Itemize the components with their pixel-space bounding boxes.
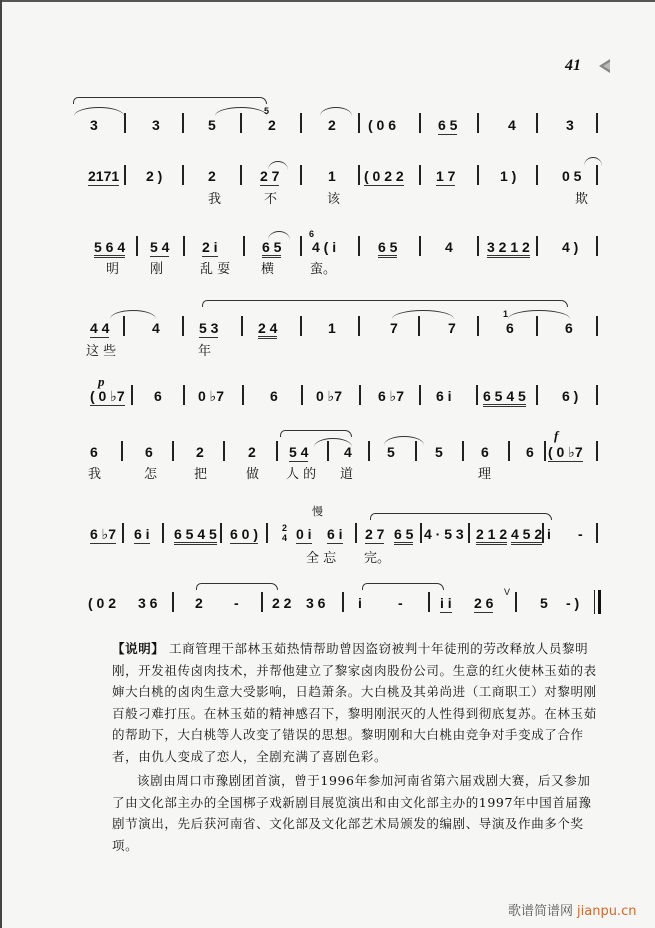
barline bbox=[419, 165, 421, 185]
score-row-6 bbox=[0, 430, 655, 490]
note: 2 bbox=[208, 168, 216, 184]
barline bbox=[182, 316, 184, 336]
note: - bbox=[234, 595, 239, 611]
barline bbox=[596, 441, 598, 461]
note: 6 5 bbox=[438, 117, 458, 133]
barline bbox=[223, 441, 225, 461]
note: 2 2 bbox=[272, 595, 292, 611]
note: 6 bbox=[145, 444, 153, 460]
note: i i bbox=[440, 595, 452, 611]
explanation-paragraph-2: 该剧由周口市豫剧团首演，曾于1996年参加河南省第六届戏剧大赛，后又参加了由文化部主办的全国梆子戏新剧目展览演出和由文化部主办的1997年中国首届豫剧节演出，先后获河南省、文化部及文化部艺术局颁发的编剧、导演及作曲多个奖项。 bbox=[112, 773, 592, 853]
watermark-site-name: 歌谱简谱网 bbox=[508, 904, 574, 919]
slur bbox=[508, 310, 570, 319]
note: ( 0 ♭7 bbox=[548, 444, 583, 460]
barline bbox=[536, 236, 538, 256]
note: 4 bbox=[152, 320, 160, 336]
note: ( 0 ♭7 bbox=[90, 388, 125, 404]
note: 6 i bbox=[327, 526, 343, 542]
lyric: 怎 bbox=[144, 467, 158, 482]
barline bbox=[266, 523, 268, 543]
explanation-label: 【说明】 bbox=[112, 641, 165, 656]
note: 6 ♭7 bbox=[90, 526, 117, 542]
note: 6 5 4 5 bbox=[174, 526, 217, 545]
barline bbox=[544, 441, 546, 461]
dynamic-marking: f bbox=[554, 428, 559, 443]
barline bbox=[508, 441, 510, 461]
barline bbox=[419, 236, 421, 256]
note: ( 0 2 bbox=[88, 595, 117, 611]
lyric: 该 bbox=[327, 192, 341, 207]
barline bbox=[276, 441, 278, 461]
grace-note: 1 bbox=[503, 309, 509, 319]
lyric: 横 bbox=[261, 262, 275, 277]
barline bbox=[359, 385, 361, 405]
long-slur bbox=[73, 97, 267, 104]
barline bbox=[358, 316, 360, 336]
barline bbox=[261, 592, 263, 612]
note: 2 bbox=[328, 117, 336, 133]
barline bbox=[477, 236, 479, 256]
note: 3 bbox=[90, 117, 98, 133]
barline bbox=[183, 236, 185, 256]
time-signature-top: 2 bbox=[282, 523, 288, 533]
note: 6 5 bbox=[262, 239, 281, 258]
score-row-2 bbox=[0, 155, 655, 215]
slur bbox=[110, 310, 156, 319]
barline bbox=[418, 316, 420, 336]
lyric: 做 bbox=[246, 467, 260, 482]
barline bbox=[301, 385, 303, 405]
note: 1 7 bbox=[436, 168, 456, 184]
note: 6 5 4 5 bbox=[483, 388, 526, 407]
lyric: 不 bbox=[264, 192, 278, 207]
lyric: 这 些 bbox=[86, 344, 117, 359]
barline bbox=[327, 441, 329, 461]
note: 2 bbox=[268, 117, 276, 133]
note: - ) bbox=[566, 595, 580, 611]
long-slur bbox=[202, 300, 568, 307]
barline bbox=[300, 236, 302, 256]
barline bbox=[596, 316, 598, 336]
note: 4 bbox=[508, 117, 516, 133]
barline bbox=[515, 592, 517, 612]
slur bbox=[584, 157, 602, 166]
barline bbox=[368, 441, 370, 461]
barline bbox=[122, 523, 124, 543]
barline bbox=[121, 441, 123, 461]
final-barline bbox=[594, 590, 595, 614]
note: 1 ) bbox=[500, 168, 517, 184]
barline bbox=[241, 316, 243, 336]
lyric: 欺 bbox=[575, 192, 589, 207]
barline bbox=[162, 523, 164, 543]
long-slur bbox=[362, 583, 444, 590]
note: 5 6 4 bbox=[94, 239, 125, 258]
note: 5 bbox=[387, 444, 395, 460]
barline bbox=[428, 592, 430, 612]
note: 5 3 bbox=[199, 320, 219, 336]
note: 0 i bbox=[296, 526, 312, 542]
note: 2 i bbox=[202, 239, 218, 255]
note: 5 bbox=[540, 595, 548, 611]
barline bbox=[136, 236, 138, 256]
note: 7 bbox=[448, 320, 456, 336]
score-row-1 bbox=[0, 95, 655, 155]
barline bbox=[596, 113, 598, 133]
breath-mark: V bbox=[504, 587, 511, 597]
lyric: 人 的 bbox=[286, 467, 317, 482]
note: 6 i bbox=[436, 388, 452, 404]
barline bbox=[300, 113, 302, 133]
note: 5 4 bbox=[150, 239, 170, 255]
score-row-7 bbox=[0, 505, 655, 565]
note: 2 ) bbox=[146, 168, 163, 184]
note: 6 bbox=[270, 388, 278, 404]
score-row-3 bbox=[0, 225, 655, 285]
barline bbox=[468, 523, 470, 543]
lyric: 道 bbox=[340, 467, 354, 482]
barline bbox=[420, 523, 422, 543]
barline bbox=[477, 165, 479, 185]
dynamic-marking: p bbox=[98, 374, 105, 389]
note: 2 7 bbox=[365, 526, 385, 542]
barline bbox=[536, 385, 538, 405]
barline bbox=[358, 236, 360, 256]
barline bbox=[342, 592, 344, 612]
lyric: 乱 耍 bbox=[200, 262, 231, 277]
note: 6 bbox=[481, 444, 489, 460]
lyric: 全 忘 bbox=[306, 551, 337, 566]
barline bbox=[172, 441, 174, 461]
page-corner-ornament-icon bbox=[597, 58, 611, 74]
barline bbox=[596, 523, 598, 543]
note: 4 bbox=[445, 239, 453, 255]
watermark-url: jianpu.cn bbox=[577, 904, 637, 919]
note: 1 bbox=[328, 168, 336, 184]
grace-note: 5 bbox=[264, 106, 270, 116]
note: 2 bbox=[248, 444, 256, 460]
barline bbox=[419, 113, 421, 133]
note: 5 4 bbox=[289, 444, 309, 460]
note: 6 ) bbox=[562, 388, 579, 404]
barline bbox=[243, 236, 245, 256]
barline bbox=[358, 165, 360, 185]
note: 5 bbox=[435, 444, 443, 460]
barline bbox=[240, 113, 242, 133]
note: ( 0 6 bbox=[368, 117, 397, 133]
note: 6 i bbox=[134, 526, 150, 542]
note: 6 bbox=[526, 444, 534, 460]
barline bbox=[131, 385, 133, 405]
note: 0 ♭7 bbox=[316, 388, 343, 404]
note: 3 6 bbox=[138, 595, 158, 611]
grace-note: 6 bbox=[309, 229, 315, 239]
note: 6 bbox=[506, 320, 514, 336]
barline bbox=[462, 441, 464, 461]
note: 4 bbox=[344, 444, 352, 460]
barline bbox=[220, 523, 222, 543]
note: i bbox=[358, 595, 362, 611]
barline bbox=[300, 165, 302, 185]
note: ( 0 2 2 bbox=[364, 168, 404, 184]
time-signature-bottom: 4 bbox=[282, 533, 288, 543]
barline bbox=[358, 113, 360, 133]
lyric: 完。 bbox=[364, 551, 391, 566]
note: 2 1 2 bbox=[476, 526, 507, 545]
long-slur bbox=[196, 583, 278, 590]
barline bbox=[123, 316, 125, 336]
note: 3 bbox=[566, 117, 574, 133]
barline bbox=[183, 385, 185, 405]
note: 6 bbox=[90, 444, 98, 460]
note: 2 7 bbox=[260, 168, 280, 184]
explanation-section bbox=[112, 638, 602, 856]
score-row-5 bbox=[0, 375, 655, 435]
note: 2 4 bbox=[258, 320, 277, 339]
slur bbox=[320, 107, 352, 116]
barline bbox=[415, 441, 417, 461]
barline bbox=[172, 592, 174, 612]
note: 7 bbox=[390, 320, 398, 336]
note: 0 5 bbox=[562, 168, 582, 184]
note: 6 0 ) bbox=[230, 526, 259, 542]
lyric: 蛮。 bbox=[310, 262, 337, 277]
barline bbox=[182, 165, 184, 185]
watermark bbox=[508, 900, 636, 919]
note: - bbox=[578, 526, 583, 542]
barline bbox=[477, 113, 479, 133]
note: 6 bbox=[154, 388, 162, 404]
barline bbox=[242, 385, 244, 405]
barline bbox=[476, 385, 478, 405]
lyric: 把 bbox=[194, 467, 208, 482]
barline bbox=[419, 385, 421, 405]
lyric: 明 bbox=[106, 262, 120, 277]
note: 4 4 bbox=[90, 320, 110, 336]
note: 3 6 bbox=[306, 595, 326, 611]
note: 0 ♭7 bbox=[198, 388, 225, 404]
score-row-8 bbox=[0, 580, 655, 640]
barline bbox=[536, 165, 538, 185]
note: 6 5 bbox=[394, 526, 413, 545]
slur bbox=[74, 107, 124, 116]
barline bbox=[355, 523, 357, 543]
barline bbox=[477, 316, 479, 336]
barline bbox=[124, 165, 126, 185]
note: - bbox=[398, 595, 403, 611]
lyric: 我 bbox=[208, 192, 222, 207]
barline bbox=[596, 236, 598, 256]
note: i bbox=[547, 526, 551, 542]
note: 2 bbox=[195, 595, 203, 611]
barline bbox=[596, 385, 598, 405]
barline bbox=[240, 165, 242, 185]
long-slur bbox=[280, 430, 352, 437]
barline bbox=[536, 113, 538, 133]
barline bbox=[300, 316, 302, 336]
lyric: 我 bbox=[88, 467, 102, 482]
note: 3 bbox=[152, 117, 160, 133]
barline bbox=[542, 523, 544, 543]
tempo-marking: 慢 bbox=[312, 505, 323, 518]
note: 2 6 bbox=[474, 595, 494, 611]
note: 6 bbox=[565, 320, 573, 336]
lyric: 刚 bbox=[150, 262, 164, 277]
note: 4 5 2 bbox=[511, 526, 542, 545]
note: 2 bbox=[196, 444, 204, 460]
barline bbox=[596, 165, 598, 185]
page-number: 41 bbox=[565, 57, 581, 74]
note: 3 2 1 2 bbox=[487, 239, 530, 258]
lyric: 理 bbox=[478, 467, 492, 482]
score-row-4 bbox=[0, 298, 655, 358]
explanation-paragraph-1 bbox=[112, 638, 602, 767]
lyric: 年 bbox=[198, 344, 212, 359]
note: 4 · 5 3 bbox=[424, 526, 464, 542]
note: 6 5 bbox=[378, 239, 397, 258]
barline bbox=[536, 316, 538, 336]
note: 4 ) bbox=[562, 239, 579, 255]
note: 5 bbox=[208, 117, 216, 133]
barline bbox=[182, 113, 184, 133]
page-top-edge bbox=[0, 0, 655, 2]
long-slur bbox=[370, 513, 552, 520]
note: 2171 bbox=[88, 168, 120, 184]
note: 4 ( i bbox=[312, 239, 337, 255]
note: 1 bbox=[328, 320, 336, 336]
explanation-text-1: 工商管理干部林玉茹热情帮助曾因盗窃被判十年徒刑的劳改释放人员黎明刚，开发祖传卤肉技术，并帮他建立了黎家卤肉股份公司。生意的红火使林玉茹的表婶大白桃的卤肉生意大受影响，日趋萧条。大白桃及其弟尚进（工商职工）对黎明刚百般刁难打压。在林玉茹的精神感召下，黎明刚泯灭的人性得到彻底复苏。在林玉茹的帮助下，大白桃等人改变了错误的思想。黎明刚和大白桃由竞争对手变成了合作者，由仇人变成了恋人，全剧充满了喜剧色彩。 bbox=[112, 641, 597, 764]
slur bbox=[392, 310, 454, 319]
barline bbox=[124, 113, 126, 133]
note: 6 ♭7 bbox=[378, 388, 405, 404]
